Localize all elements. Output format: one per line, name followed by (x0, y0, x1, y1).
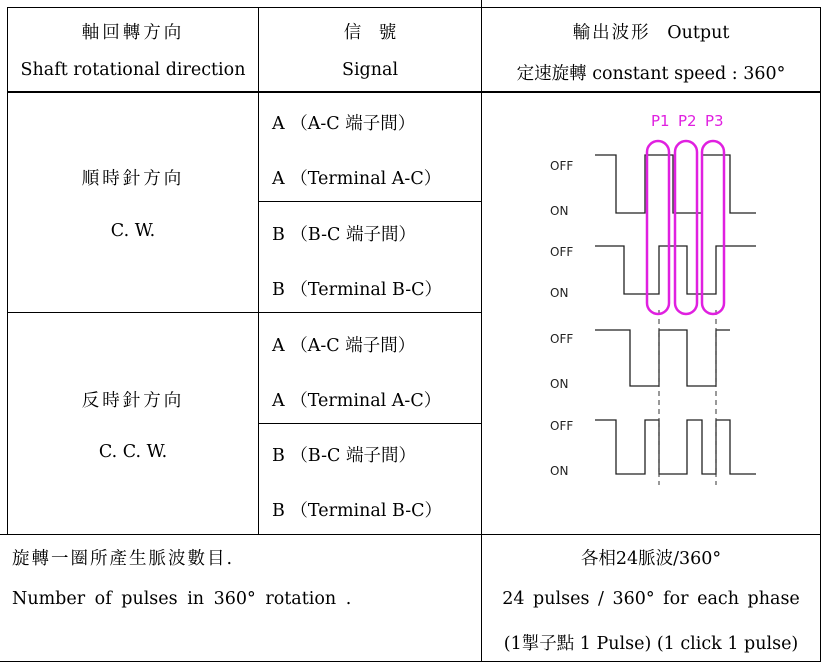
cw-signal-a-zh: A （A-C 端子間） (272, 114, 416, 134)
ccw-direction-en: C. C. W. (98, 442, 168, 462)
cw-signal-a-en: A （Terminal A-C） (272, 169, 442, 189)
pulse-highlight-p3 (702, 141, 724, 314)
ccw-signal-a-en: A （Terminal A-C） (272, 391, 442, 411)
ccw-signal-b-en: B （Terminal B-C） (272, 501, 443, 521)
header-direction-zh: 軸回轉方向 (81, 23, 185, 43)
footer-right-note: (1掣子點 1 Pulse) (1 click 1 pulse) (503, 634, 799, 654)
cw-direction-en: C. W. (110, 221, 156, 241)
pulse-highlight-p2 (675, 141, 697, 314)
cw-direction-zh: 順時針方向 (81, 169, 185, 189)
ccw-signal-b-waveform (595, 420, 756, 474)
pulse-label-p3: P3 (705, 112, 724, 130)
pulse-label-p1: P1 (651, 112, 670, 130)
header-direction-en: Shaft rotational direction (20, 60, 246, 80)
ccw-signal-a-zh: A （A-C 端子間） (272, 336, 416, 356)
wave1-on-label: ON (550, 204, 569, 218)
footer-right-en: 24 pulses / 360° for each phase (502, 589, 800, 609)
cw-signal-b-en: B （Terminal B-C） (272, 280, 443, 300)
header-output-en: Output (667, 23, 730, 43)
wave4-on-label: ON (550, 464, 569, 478)
ccw-signal-a-waveform (595, 330, 730, 386)
footer-pulses-zh: 旋轉一圈所產生脈波數目. (12, 549, 235, 569)
header-speed-zh: 定速旋轉 (516, 64, 587, 84)
footer-pulses-en: Number of pulses in 360° rotation . (12, 589, 352, 609)
pulse-label-p2: P2 (678, 112, 697, 130)
wave2-on-label: ON (550, 286, 569, 300)
wave3-on-label: ON (550, 377, 569, 391)
ccw-signal-b-zh: B （B-C 端子間） (272, 446, 416, 466)
wave1-off-label: OFF (550, 159, 574, 173)
header-speed-en: constant speed : 360° (592, 64, 786, 84)
wave3-off-label: OFF (550, 332, 574, 346)
pulse-highlight-p1 (647, 141, 669, 314)
header-signal-zh: 信 號 (343, 23, 397, 43)
wave4-off-label: OFF (550, 419, 574, 433)
header-output-zh: 輸出波形 (572, 23, 651, 43)
wave2-off-label: OFF (550, 245, 574, 259)
header-signal-en: Signal (341, 60, 399, 80)
footer-right-zh: 各相24脈波/360° (580, 549, 722, 569)
ccw-direction-zh: 反時針方向 (81, 391, 185, 411)
cw-signal-b-zh: B （B-C 端子間） (272, 225, 416, 245)
